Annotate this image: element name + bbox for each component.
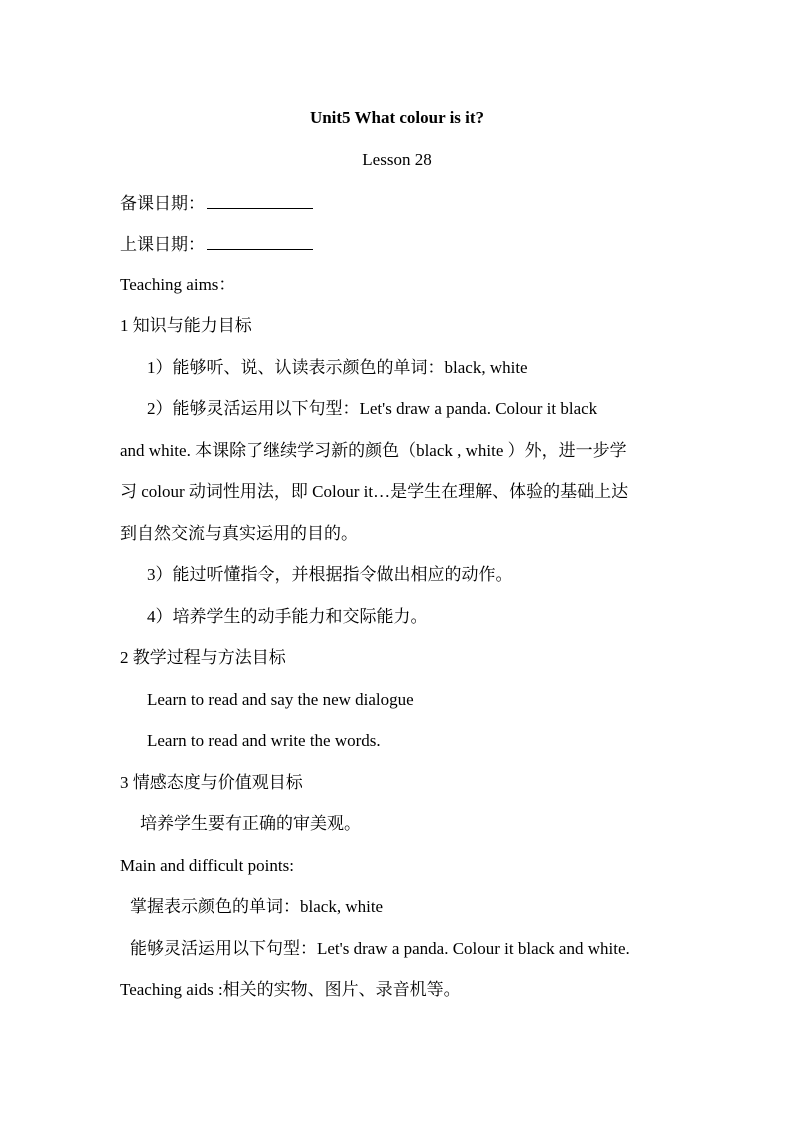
main-points-line-1: 掌握表示颜色的单词：black, white xyxy=(130,897,384,916)
aim-item-3: 3）能过听懂指令，并根据指令做出相应的动作。 xyxy=(147,565,513,584)
section3-line-1: 培养学生要有正确的审美观。 xyxy=(140,814,361,833)
main-points-line-2: 能够灵活运用以下句型：Let's draw a panda. Colour it black and white. xyxy=(130,939,630,958)
aim-item-2-line-4: 到自然交流与真实运用的目的。 xyxy=(120,524,358,543)
teaching-aims-heading: Teaching aims： xyxy=(120,275,236,294)
teaching-aids: Teaching aids :相关的实物、图片、录音机等。 xyxy=(120,980,461,999)
class-date-row xyxy=(120,232,313,256)
section3-heading: 3 情感态度与价值观目标 xyxy=(120,773,303,792)
document-title: Unit5 What colour is it? xyxy=(309,108,485,127)
section2-line-2: Learn to read and write the words. xyxy=(147,731,381,750)
aim-item-2-line-2: and white. 本课除了继续学习新的颜色（black , white ）外，进一步学 xyxy=(120,441,627,460)
main-points-heading: Main and difficult points: xyxy=(120,856,294,875)
aim-item-1: 1）能够听、说、认读表示颜色的单词：black, white xyxy=(147,358,528,377)
class-date-blank xyxy=(207,232,313,250)
section2-heading: 2 教学过程与方法目标 xyxy=(120,648,286,667)
class-date-label: 上课日期： xyxy=(120,235,205,254)
section2-line-1: Learn to read and say the new dialogue xyxy=(147,690,414,709)
aim-item-2-line-3: 习 colour 动词性用法，即 Colour it…是学生在理解、体验的基础上达 xyxy=(120,482,629,501)
section1-heading: 1 知识与能力目标 xyxy=(120,316,252,335)
aim-item-4: 4）培养学生的动手能力和交际能力。 xyxy=(147,607,428,626)
aim-item-2-line-1: 2）能够灵活运用以下句型：Let's draw a panda. Colour it black xyxy=(147,399,598,418)
prep-date-row xyxy=(120,191,313,215)
prep-date-blank xyxy=(207,191,313,209)
prep-date-label: 备课日期： xyxy=(120,194,205,213)
lesson-subtitle: Lesson 28 xyxy=(362,150,432,169)
